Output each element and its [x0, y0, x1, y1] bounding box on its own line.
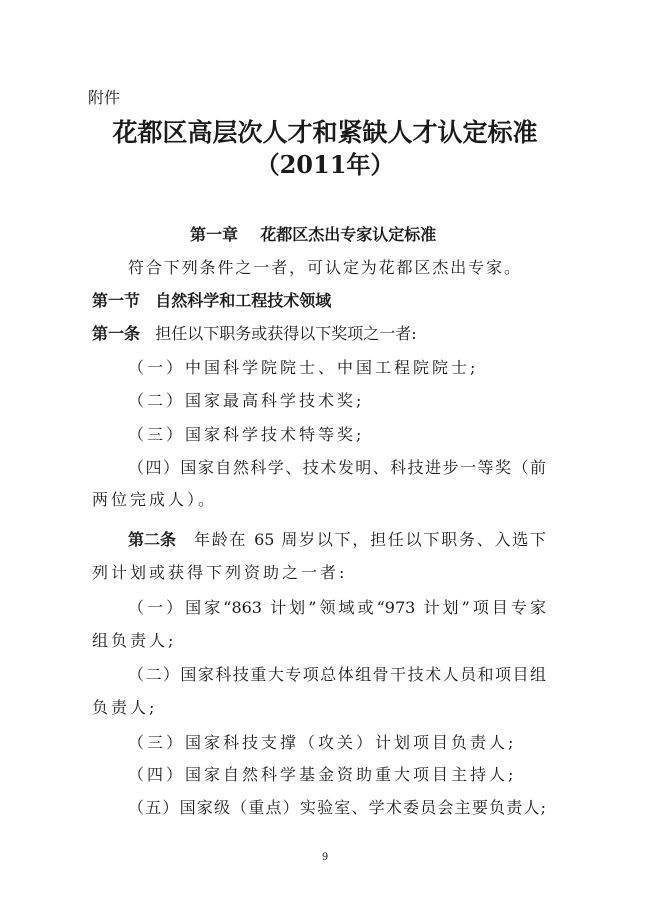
article-2-item: （二）国家科技重大专项总体组骨干技术人员和项目组 — [128, 665, 546, 684]
article-2-item: （一）国家“863 计划”领域或“973 计划”项目专家 — [128, 598, 546, 617]
article-2-label: 第二条 — [128, 530, 177, 549]
article-2-item: （四）国家自然科学基金资助重大项目主持人; — [128, 765, 517, 784]
article-1-item: （三）国家科学技术特等奖; — [128, 425, 365, 444]
section-label: 第一节 — [92, 291, 141, 310]
chapter-heading — [190, 225, 436, 245]
article-2-item: （五）国家级（重点）实验室、学术委员会主要负责人; — [128, 798, 546, 817]
article-1-heading — [92, 324, 417, 344]
article-1-item-continued: 两位完成人）。 — [92, 490, 218, 509]
article-2-item: （三）国家科技支撑（攻关）计划项目负责人; — [128, 733, 517, 752]
article-2-text-continued: 列计划或获得下列资助之一者: — [92, 563, 348, 582]
page-subtitle: （2011年） — [255, 150, 395, 179]
article-1-text: 担任以下职务或获得以下奖项之一者: — [155, 324, 417, 343]
article-2-heading — [128, 530, 546, 550]
section-heading — [92, 291, 331, 311]
section-title: 自然科学和工程技术领域 — [155, 291, 332, 310]
chapter-label: 第一章 — [190, 225, 239, 244]
article-1-item: （二）国家最高科学技术奖; — [128, 391, 365, 410]
article-1-label: 第一条 — [92, 324, 141, 343]
page-title: 花都区高层次人才和紧缺人才认定标准 — [112, 118, 538, 147]
intro-paragraph: 符合下列条件之一者，可认定为花都区杰出专家。 — [128, 258, 520, 277]
article-2-item-continued: 组负责人; — [92, 631, 177, 650]
chapter-title: 花都区杰出专家认定标准 — [260, 225, 437, 244]
attachment-label: 附件 — [88, 88, 121, 107]
article-1-item: （一）中国科学院院士、中国工程院院士; — [128, 358, 479, 377]
page-number: 9 — [321, 852, 329, 863]
article-2-item-continued: 负责人; — [92, 698, 158, 717]
article-1-item: （四）国家自然科学、技术发明、科技进步一等奖（前 — [128, 458, 546, 477]
article-2-text: 年龄在 65 周岁以下，担任以下职务、入选下 — [194, 530, 546, 549]
